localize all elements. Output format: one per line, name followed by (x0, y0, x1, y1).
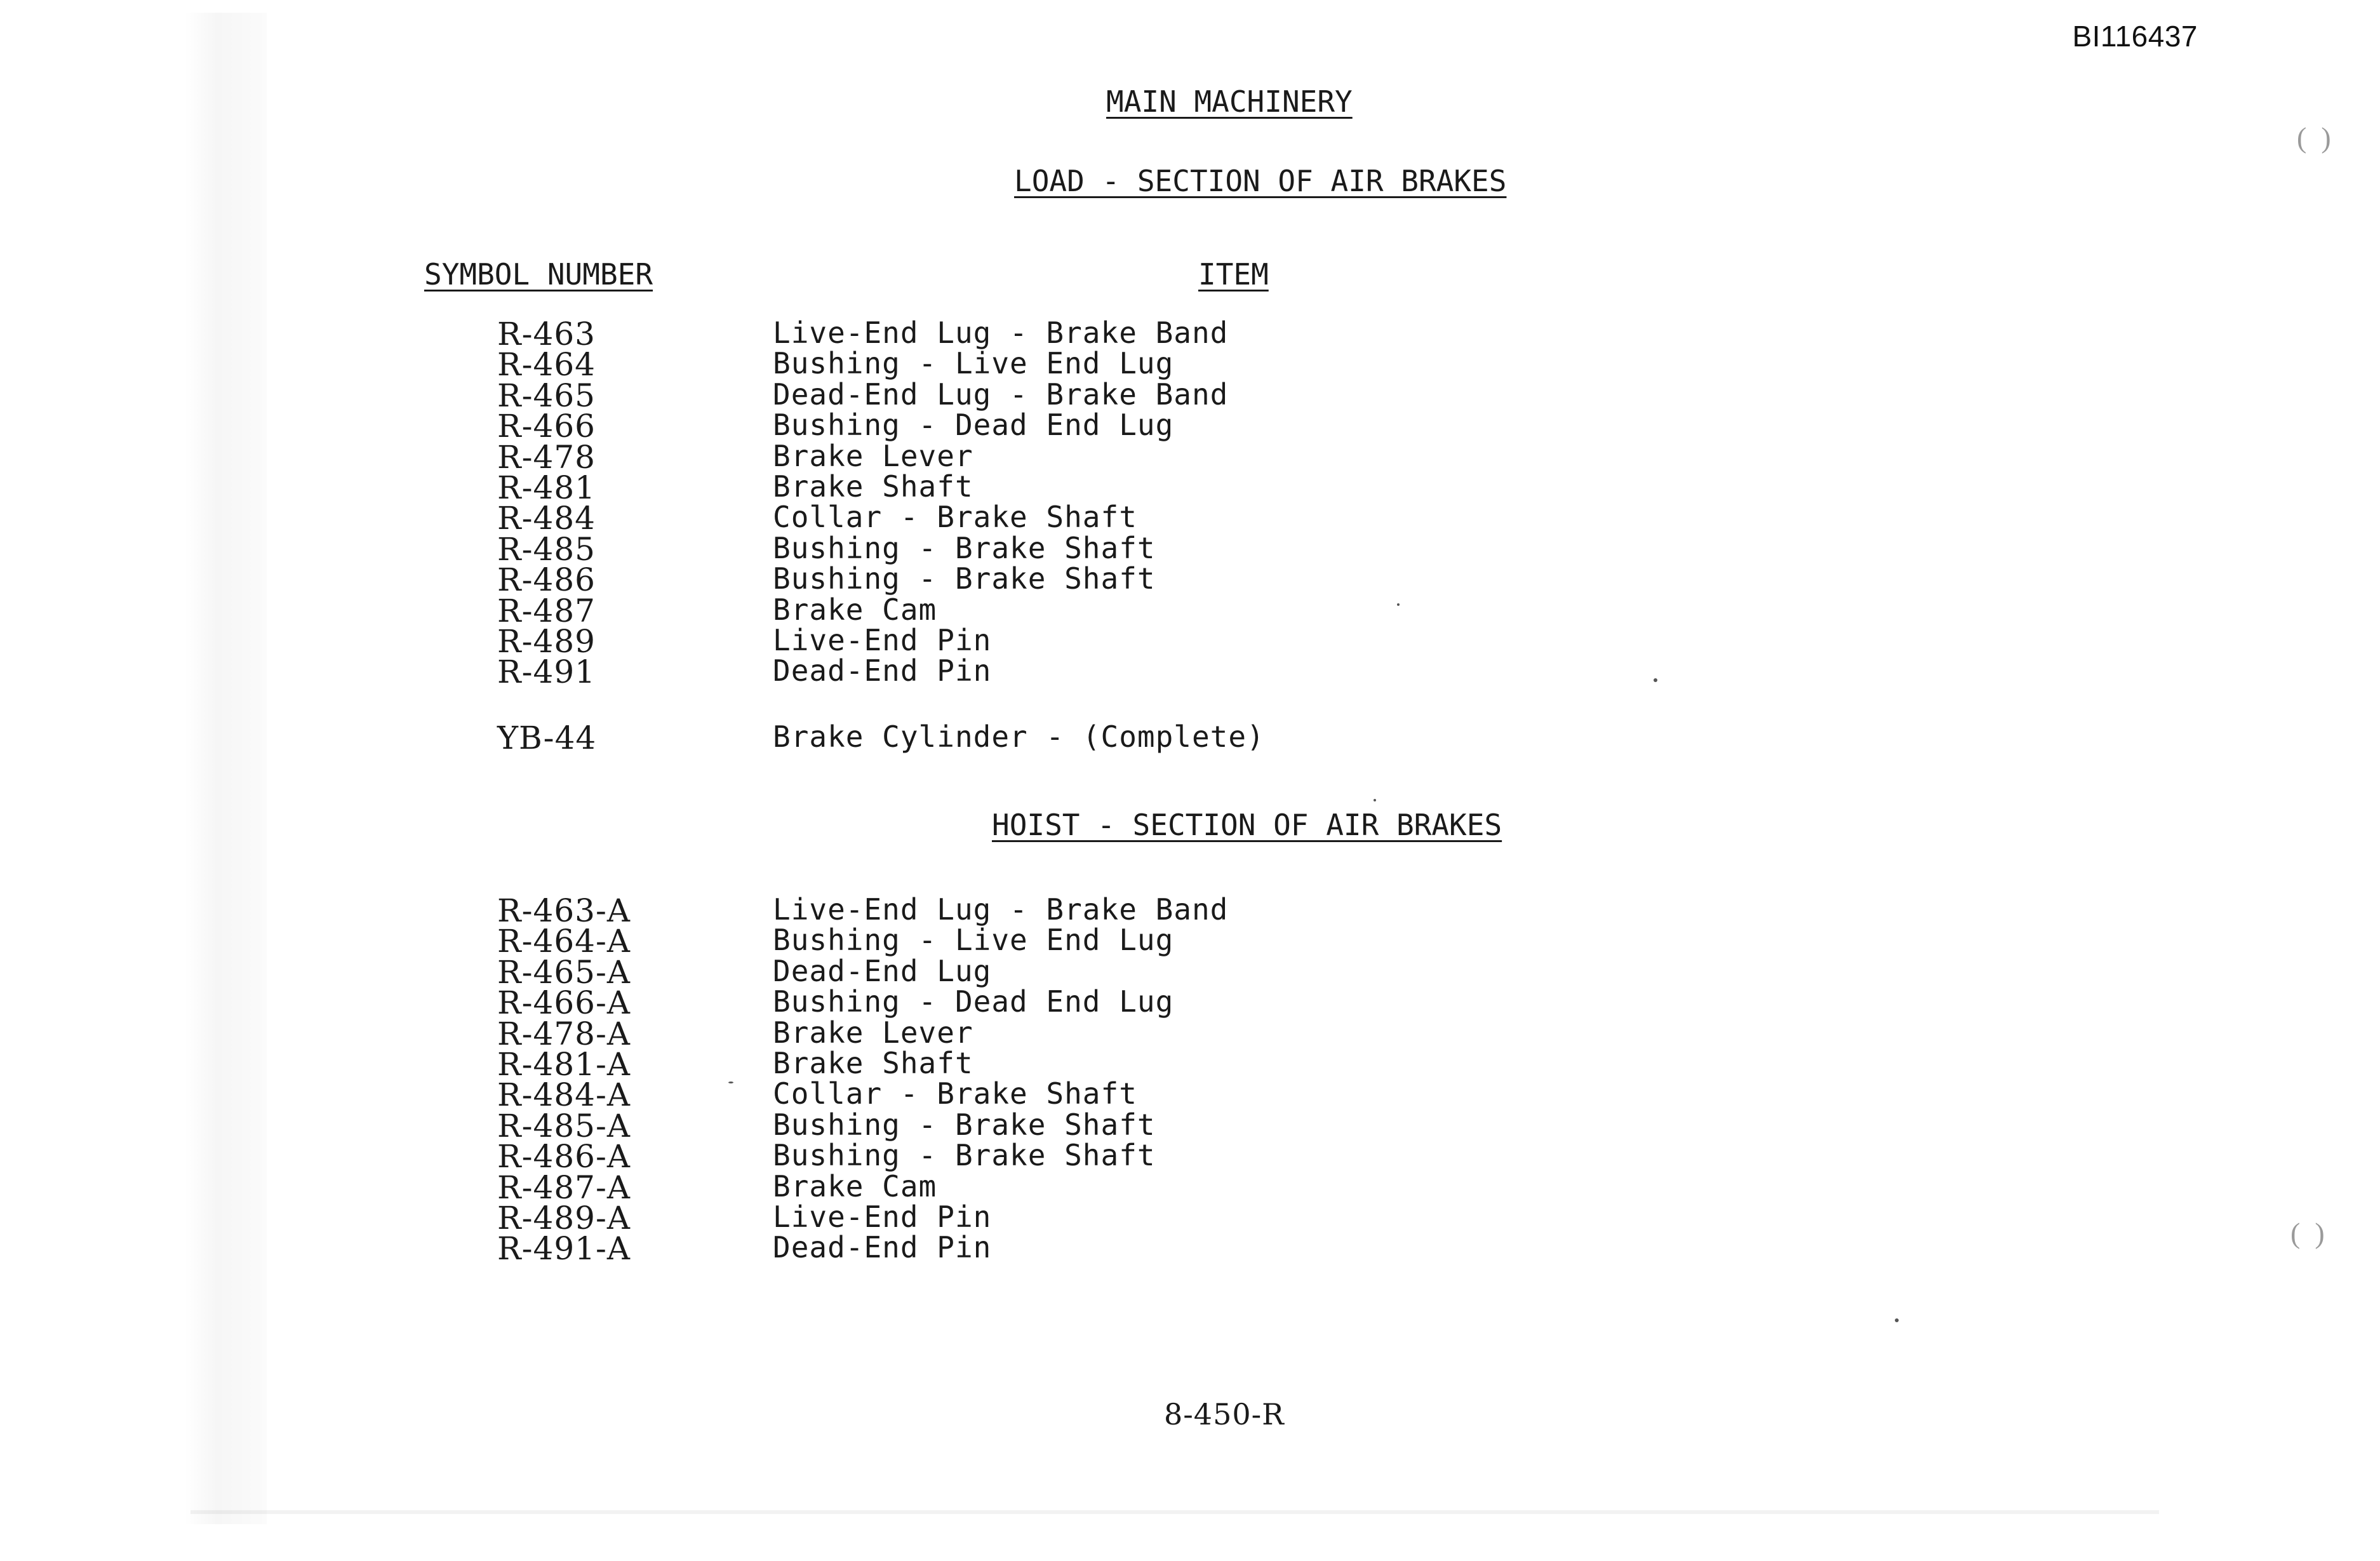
item-description: Brake Lever (773, 1015, 973, 1050)
scan-shadow (184, 13, 267, 1524)
symbol-number: R-486 (497, 561, 596, 599)
scan-speck (1397, 603, 1400, 606)
load-section-heading: LOAD - SECTION OF AIR BRAKES (1014, 164, 1507, 198)
symbol-number: R-486-A (497, 1138, 631, 1176)
scan-speck (1654, 678, 1657, 682)
item-description: Brake Cam (773, 592, 937, 627)
symbol-number: R-487 (497, 592, 596, 629)
symbol-number: YB-44 (497, 720, 597, 756)
document-id: BI116437 (2072, 20, 2198, 53)
symbol-number: R-485 (497, 530, 596, 568)
symbol-number: R-487-A (497, 1169, 631, 1206)
symbol-number: R-489 (497, 623, 596, 660)
symbol-number: R-484-A (497, 1076, 631, 1114)
page-title: MAIN MACHINERY (1106, 84, 1353, 119)
item-description: Dead-End Lug - Brake Band (773, 377, 1229, 412)
item-description: Brake Shaft (773, 469, 973, 504)
binder-hole-mark: ( ) (2290, 1217, 2325, 1249)
item-description: Dead-End Lug (773, 953, 992, 988)
symbol-number: R-464-A (497, 923, 631, 960)
item-description: Bushing - Brake Shaft (773, 1107, 1156, 1142)
item-description: Collar - Brake Shaft (773, 500, 1137, 535)
item-description: Brake Cam (773, 1169, 937, 1203)
item-description: Bushing - Live End Lug (773, 346, 1174, 381)
symbol-number: R-484 (497, 500, 596, 537)
binder-hole-mark: ( ) (2297, 121, 2331, 154)
item-description: Dead-End Pin (773, 653, 992, 688)
item-description: Live-End Pin (773, 623, 992, 657)
symbol-number: R-478-A (497, 1015, 631, 1052)
item-description: Brake Cylinder - (Complete) (773, 720, 1265, 754)
item-description: Live-End Pin (773, 1200, 992, 1234)
item-description: Brake Shaft (773, 1046, 973, 1080)
item-description: Brake Lever (773, 438, 973, 473)
symbol-number: R-491 (497, 653, 596, 691)
scan-bottom-edge (191, 1510, 2159, 1514)
item-description: Bushing - Brake Shaft (773, 1138, 1156, 1173)
symbol-number: R-485-A (497, 1107, 631, 1144)
symbol-number: R-481 (497, 469, 596, 506)
symbol-number: R-491-A (497, 1230, 631, 1268)
item-description: Bushing - Brake Shaft (773, 530, 1156, 565)
symbol-number: R-481-A (497, 1046, 631, 1083)
page-number: 8-450-R (1164, 1397, 1285, 1431)
symbol-number: R-463-A (497, 892, 631, 929)
item-column-header: ITEM (1198, 257, 1269, 291)
item-description: Collar - Brake Shaft (773, 1076, 1137, 1111)
symbol-number: R-464 (497, 346, 596, 384)
symbol-number: R-466 (497, 408, 596, 445)
hoist-section-heading: HOIST - SECTION OF AIR BRAKES (992, 808, 1502, 842)
item-description: Bushing - Brake Shaft (773, 561, 1156, 596)
item-description: Bushing - Dead End Lug (773, 984, 1174, 1019)
scan-speck (728, 1082, 733, 1083)
item-description: Bushing - Live End Lug (773, 923, 1174, 958)
symbol-number: R-465 (497, 377, 596, 414)
scan-speck (1374, 799, 1376, 801)
symbol-number: R-465-A (497, 953, 631, 991)
symbol-number: R-478 (497, 438, 596, 476)
symbol-number: R-463 (497, 316, 596, 352)
item-description: Bushing - Dead End Lug (773, 408, 1174, 443)
symbol-number: R-489-A (497, 1200, 631, 1236)
symbol-number: R-466-A (497, 984, 631, 1022)
item-description: Live-End Lug - Brake Band (773, 316, 1229, 350)
item-description: Dead-End Pin (773, 1230, 992, 1265)
symbol-number-column-header: SYMBOL NUMBER (424, 257, 653, 291)
scan-speck (1895, 1318, 1899, 1322)
item-description: Live-End Lug - Brake Band (773, 892, 1229, 927)
